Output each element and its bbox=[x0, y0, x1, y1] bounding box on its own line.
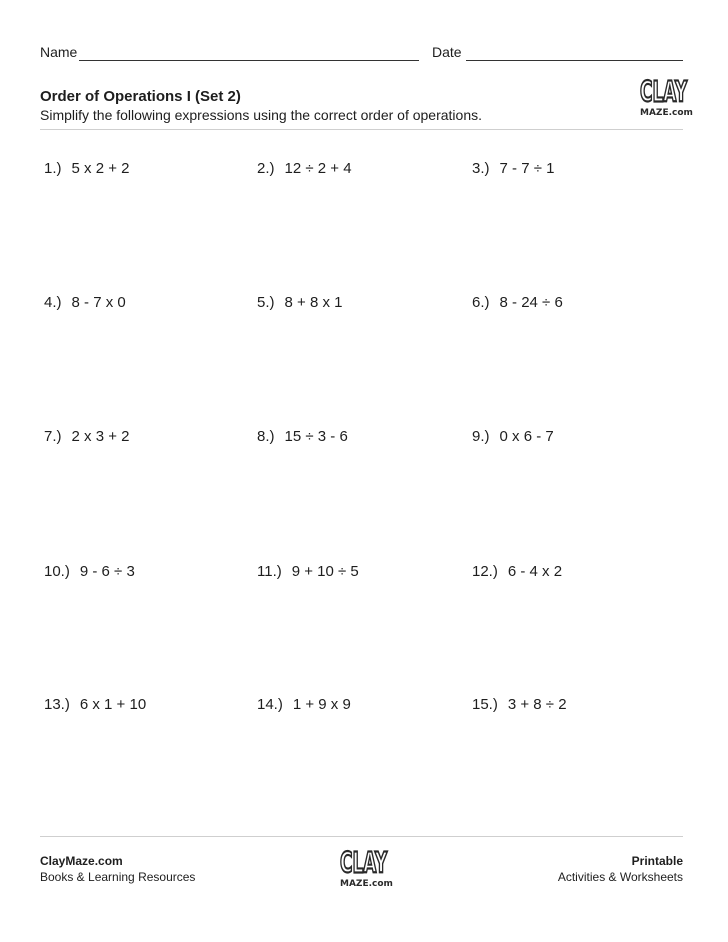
problem-item bbox=[472, 160, 554, 177]
problem-number: 1.) bbox=[44, 160, 62, 177]
problem-expression: 2 x 3 + 2 bbox=[71, 428, 130, 445]
footer-logo bbox=[340, 847, 393, 889]
problem-item bbox=[472, 428, 554, 445]
footer-right-title: Printable bbox=[631, 854, 683, 868]
footer-divider bbox=[40, 836, 683, 837]
page-title: Order of Operations I (Set 2) bbox=[40, 88, 241, 105]
problem-expression: 1 + 9 x 9 bbox=[292, 696, 351, 713]
problem-number: 12.) bbox=[472, 563, 498, 580]
problem-item bbox=[44, 428, 129, 445]
date-label: Date bbox=[432, 44, 462, 60]
problem-number: 6.) bbox=[472, 294, 490, 311]
problem-expression: 7 - 7 ÷ 1 bbox=[499, 160, 555, 177]
problem-number: 2.) bbox=[257, 160, 275, 177]
problem-number: 13.) bbox=[44, 696, 70, 713]
problem-number: 11.) bbox=[257, 563, 282, 580]
footer-right bbox=[558, 853, 683, 885]
problem-expression: 9 + 10 ÷ 5 bbox=[291, 563, 359, 580]
problem-expression: 6 - 4 x 2 bbox=[507, 563, 563, 580]
problem-number: 8.) bbox=[257, 428, 275, 445]
problem-expression: 6 x 1 + 10 bbox=[79, 696, 147, 713]
problem-number: 4.) bbox=[44, 294, 62, 311]
problem-item bbox=[257, 563, 359, 580]
problem-expression: 0 x 6 - 7 bbox=[499, 428, 554, 445]
problem-item bbox=[472, 563, 562, 580]
problem-item bbox=[257, 160, 352, 177]
problem-number: 5.) bbox=[257, 294, 275, 311]
problem-expression: 8 + 8 x 1 bbox=[284, 294, 343, 311]
problem-expression: 9 - 6 ÷ 3 bbox=[79, 563, 135, 580]
problem-expression: 12 ÷ 2 + 4 bbox=[284, 160, 352, 177]
claymaze-logo bbox=[640, 76, 693, 118]
problem-number: 3.) bbox=[472, 160, 490, 177]
logo-wordmark-bottom: MAZE.com bbox=[340, 879, 393, 889]
logo-wordmark-top: CLAY bbox=[340, 847, 388, 881]
problem-item bbox=[44, 563, 135, 580]
name-field[interactable] bbox=[79, 60, 419, 61]
problem-item bbox=[257, 428, 348, 445]
problem-expression: 5 x 2 + 2 bbox=[71, 160, 130, 177]
footer-site: ClayMaze.com bbox=[40, 854, 123, 868]
problem-expression: 8 - 7 x 0 bbox=[71, 294, 126, 311]
name-label: Name bbox=[40, 44, 78, 60]
problem-item bbox=[472, 696, 567, 713]
problem-number: 15.) bbox=[472, 696, 498, 713]
problem-item bbox=[44, 696, 146, 713]
header-divider bbox=[40, 129, 683, 130]
problem-number: 9.) bbox=[472, 428, 490, 445]
footer-right-subtitle: Activities & Worksheets bbox=[557, 870, 683, 884]
problem-item bbox=[472, 294, 563, 311]
footer-tagline: Books & Learning Resources bbox=[40, 870, 196, 884]
problem-number: 14.) bbox=[257, 696, 283, 713]
problem-number: 10.) bbox=[44, 563, 70, 580]
problem-item bbox=[44, 294, 126, 311]
date-field[interactable] bbox=[466, 60, 683, 61]
footer-left bbox=[40, 853, 195, 885]
problem-number: 7.) bbox=[44, 428, 62, 445]
problem-expression: 8 - 24 ÷ 6 bbox=[499, 294, 563, 311]
problem-item bbox=[257, 294, 342, 311]
problem-item bbox=[44, 160, 129, 177]
problem-expression: 3 + 8 ÷ 2 bbox=[507, 696, 567, 713]
problem-item bbox=[257, 696, 351, 713]
logo-wordmark-bottom: MAZE.com bbox=[640, 108, 693, 118]
instructions: Simplify the following expressions using the correct order of operations. bbox=[40, 107, 482, 123]
problem-expression: 15 ÷ 3 - 6 bbox=[284, 428, 348, 445]
logo-wordmark-top: CLAY bbox=[640, 76, 688, 110]
